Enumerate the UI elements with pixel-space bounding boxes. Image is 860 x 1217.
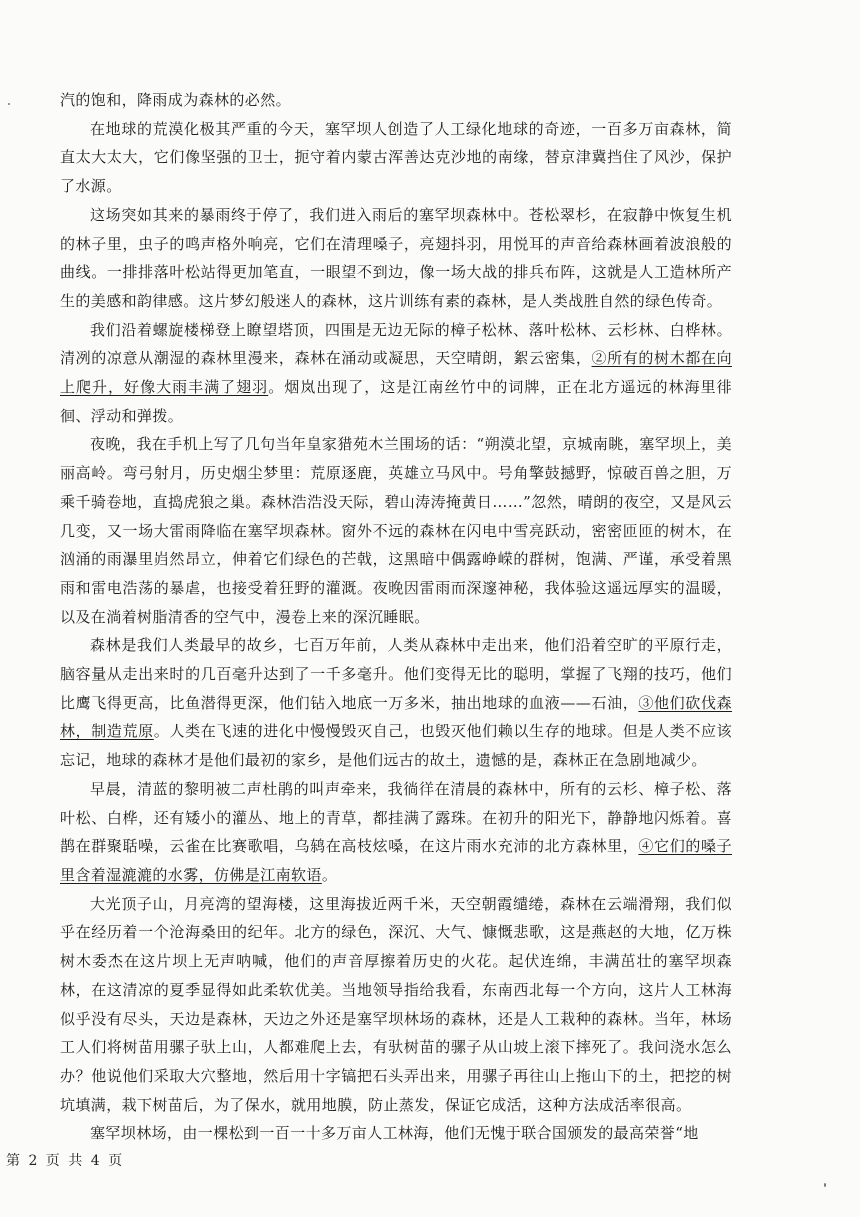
underlined-sentence: ④它们的嗓子里含着湿漉漉的水雾，仿佛是江南软语 — [60, 837, 732, 884]
paragraph — [60, 86, 732, 115]
text-segment: 早晨，清蓝的黎明被二声杜鹃的叫声牵来，我徜徉在清晨的森林中，所有的云杉、樟子松、落叶松、白桦，还有矮小的灌丛、地上的青草，都挂满了露珠。在初升的阳光下，静静地闪烁着。喜鹊在群聚聒噪，云雀在比赛歌唱，乌鸫在高枝炫嗓，在这片雨水充沛的北方森林里， — [60, 779, 732, 856]
text-segment: 我们沿着螺旋楼梯登上瞭望塔顶，四围是无边无际的樟子松林、落叶松林、云杉林、白桦林。清冽的凉意从潮湿的森林里漫来，森林在涌动或凝思，天空晴朗，絮云密集， — [60, 320, 732, 368]
text-segment: 塞罕坝林场，由一棵松到一百一十多万亩人工林海，他们无愧于联合国颁发的最高荣誉“地 — [90, 1124, 699, 1143]
paragraph — [60, 201, 732, 316]
text-segment: 大光顶子山，月亮湾的望海楼，这里海拔近两千米，天空朝霞缱绻，森林在云端滑翔，我们似乎在经历着一个沧海桑田的纪年。北方的绿色，深沉、大气、慷慨悲歌，这是燕赵的大地，亿万株树木委杰在这片坝上无声呐喊，他们的声音厚擦着历史的火花。起伏连绵，丰满茁壮的塞罕坝森林，在这清凉的夏季显得如此柔软优美。当地领导指给我看，东南西北每一个方向，这片人工林海似乎没有尽头，天边是森林，天边之外还是塞罕坝林场的森林，还是人工栽种的森林。当年，林场工人们将树苗用骡子驮上山，人都难爬上去，有驮树苗的骡子从山坡上滚下摔死了。我问浇水怎么办？他说他们采取大穴整地，然后用十字镐把石头弄出来，用骡子再往山上拖山下的土，把挖的树坑填满，栽下树苗后，为了保水，就用地膜，防止蒸发，保证它成活，这种方法成活率很高。 — [60, 894, 732, 1114]
text-segment: 汽的饱和，降雨成为森林的必然。 — [60, 91, 292, 109]
underlined-sentence: ②所有的树木都在向上爬升，好像大雨丰满了翅羽 — [60, 349, 732, 397]
paragraph — [60, 631, 732, 775]
text-segment: 。 — [321, 865, 338, 884]
paragraph — [60, 890, 732, 1120]
text-segment: 夜晚，我在手机上写了几句当年皇家猎苑木兰围场的话：“朔漠北望，京城南眺，塞罕坝上，美丽高岭。弯弓射月，历史烟尘梦里：荒原逐鹿，英雄立马风中。号角擎鼓撼野，惊破百兽之胆，万乘千骑卷地，直捣虎狼之巢。森林浩浩没天际，碧山涛涛掩黄日……”忽然，晴朗的夜空，又是风云几变，又一场大雷雨降临在塞罕坝森林。窗外不远的森林在闪电中雪亮跃动，密密匝匝的树木，在汹涌的雨瀑里岿然昂立，伸着它们绿色的芒戟，这黑暗中偶露峥嵘的群树，饱满、严谨，承受着黑雨和雷电浩荡的暴虐，也接受着狂野的灌溉。夜晚因雷雨而深邃神秘，我体验这遥远厚实的温暖，以及在淌着树脂清香的空气中，漫卷上来的深沉睡眠。 — [60, 435, 732, 626]
paragraph — [60, 1119, 732, 1148]
page-number-footer: 第 2 页 共 4 页 — [6, 1153, 125, 1169]
text-segment: 。烟岚出现了，这是江南丝竹中的词牌，正在北方遥远的林海里徘徊、浮动和弹拨。 — [60, 378, 732, 425]
text-segment: 森林是我们人类最早的故乡，七百万年前，人类从森林中走出来，他们沿着空旷的平原行走，脑容量从走出来时的几百毫升达到了一千多毫升。他们变得无比的聪明，掌握了飞翔的技巧，他们比鹰飞得更高，比鱼潜得更深，他们钻入地底一万多米，抽出地球的血液——石油， — [60, 636, 732, 712]
scan-speck — [8, 103, 10, 105]
text-segment: 这场突如其来的暴雨终于停了，我们进入雨后的塞罕坝森林中。苍松翠杉，在寂静中恢复生机的林子里，虫子的鸣声格外响亮，它们在清理嗓子，亮翅抖羽，用悦耳的声音给森林画着波浪般的曲线。一排排落叶松站得更加笔直，一眼望不到边，像一场大战的排兵布阵，这就是人工造林所产生的美感和韵律感。这片梦幻般迷人的森林，这片训练有素的森林，是人类战胜自然的绿色传奇。 — [60, 205, 732, 310]
paragraph — [60, 775, 732, 890]
paragraph — [60, 115, 732, 201]
paragraph — [60, 430, 732, 631]
scan-speck — [824, 1183, 826, 1187]
text-segment: 。人类在飞速的进化中慢慢毁灭自己，也毁灭他们赖以生存的地球。但是人类不应该忘记，地球的森林才是他们最初的家乡，是他们远古的故土，遗憾的是，森林正在急剧地减少。 — [60, 722, 733, 770]
underlined-sentence: ③他们砍伐森林，制造荒原 — [60, 693, 733, 741]
text-segment: 在地球的荒漠化极其严重的今天，塞罕坝人创造了人工绿化地球的奇迹，一百多万亩森林，简直太大太大，它们像坚强的卫士，扼守着内蒙古浑善达克沙地的南缘，替京津冀挡住了风沙，保护了水源。 — [60, 119, 732, 196]
paragraph — [60, 316, 732, 431]
article-body — [60, 86, 732, 1148]
